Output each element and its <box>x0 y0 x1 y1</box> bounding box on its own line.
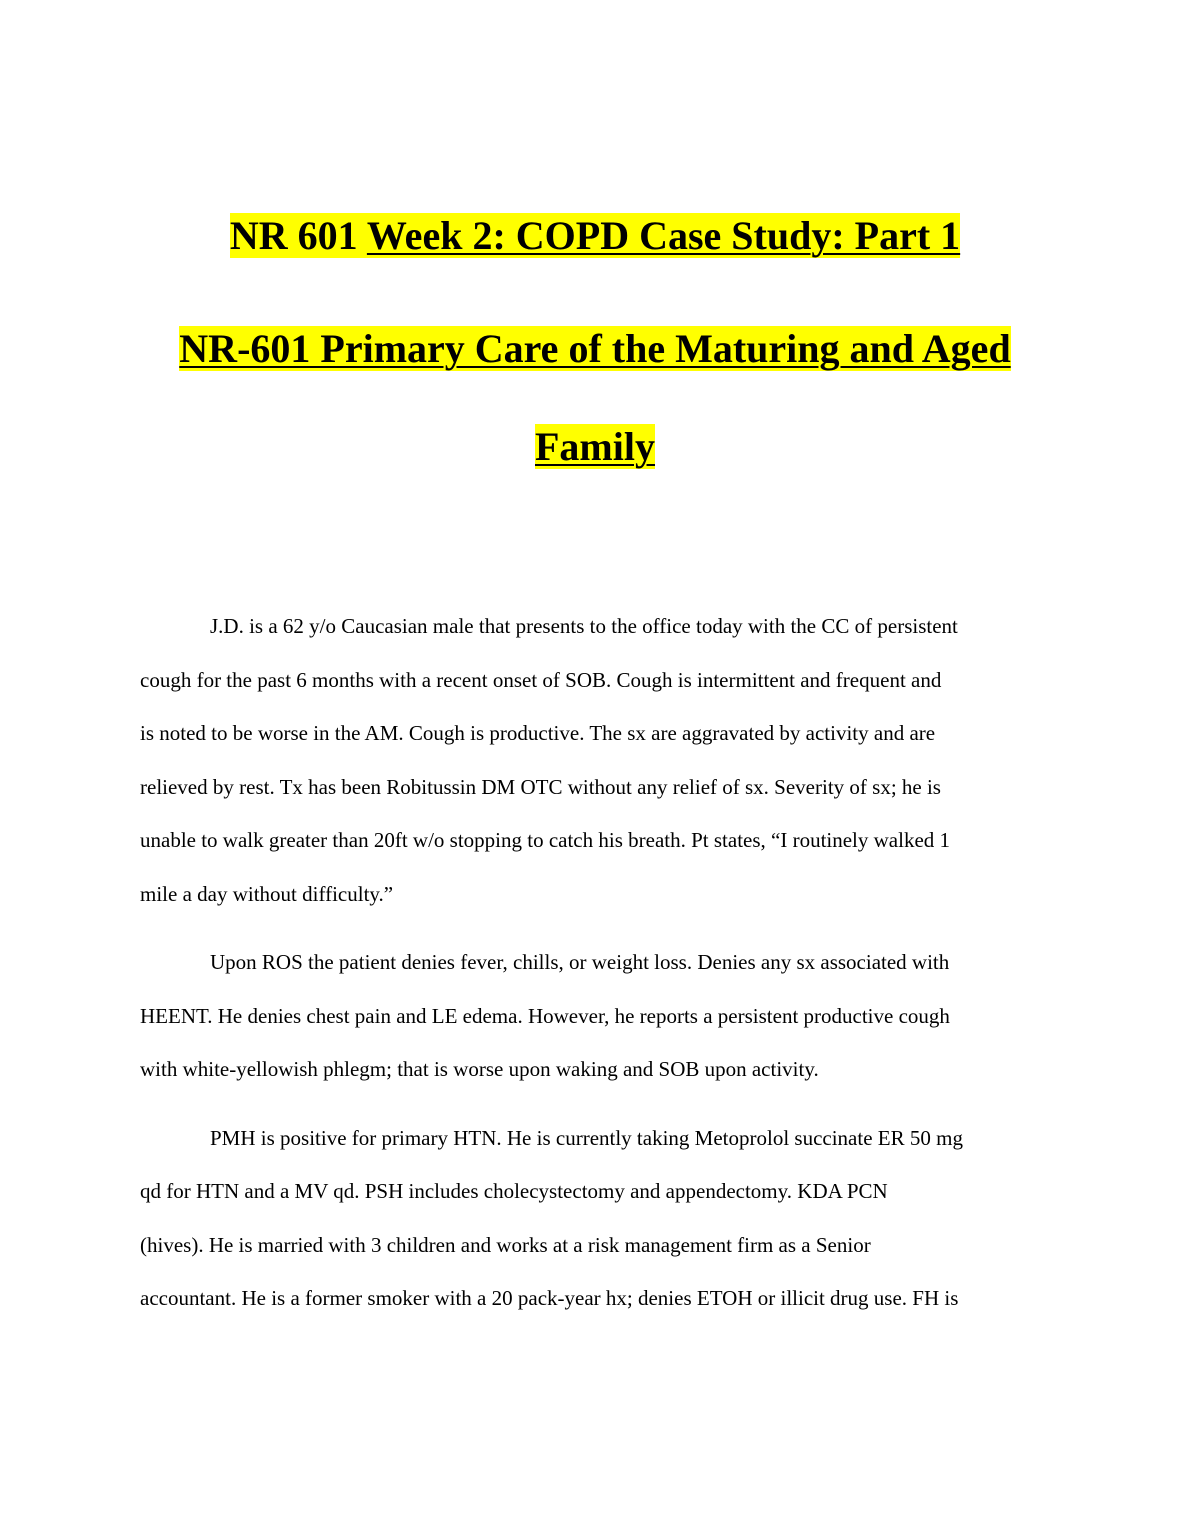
document-title-line-2 <box>0 324 1190 374</box>
text-line: qd for HTN and a MV qd. PSH includes cholecystectomy and appendectomy. KDA PCN <box>140 1179 888 1203</box>
text-line: mile a day without difficulty.” <box>140 881 394 906</box>
course-name-line-1: NR-601 Primary Care of the Maturing and Aged <box>179 326 1011 371</box>
text-line: is noted to be worse in the AM. Cough is productive. The sx are aggravated by activity and are <box>140 721 936 745</box>
text-line: (hives). He is married with 3 children and works at a risk management firm as a Senior <box>140 1232 871 1257</box>
text-line: HEENT. He denies chest pain and LE edema. However, he reports a persistent productive cough <box>140 1003 950 1028</box>
paragraph-chief-complaint <box>140 600 1052 921</box>
course-name-line-2: Family <box>535 424 655 469</box>
case-study-body <box>140 600 1052 1341</box>
document-title-line-3 <box>0 422 1190 472</box>
text-line: accountant. He is a former smoker with a 20 pack-year hx; denies ETOH or illicit drug use. FH is <box>140 1286 959 1310</box>
paragraph-pmh <box>140 1112 1052 1326</box>
text-line: cough for the past 6 months with a recent onset of SOB. Cough is intermittent and frequent and <box>140 667 942 692</box>
week-title: Week 2: COPD Case Study: Part 1 <box>366 213 961 258</box>
text-line: J.D. is a 62 y/o Caucasian male that presents to the office today with the CC of persistent <box>210 614 958 638</box>
paragraph-ros <box>140 936 1052 1097</box>
text-line: unable to walk greater than 20ft w/o stopping to catch his breath. Pt states, “I routinely walked 1 <box>140 828 951 852</box>
text-line: PMH is positive for primary HTN. He is currently taking Metoprolol succinate ER 50 mg <box>210 1125 963 1150</box>
text-line: Upon ROS the patient denies fever, chills, or weight loss. Denies any sx associated with <box>210 950 950 974</box>
text-line: with white-yellowish phlegm; that is worse upon waking and SOB upon activity. <box>140 1057 819 1081</box>
text-line: relieved by rest. Tx has been Robitussin DM OTC without any relief of sx. Severity of sx; he is <box>140 774 941 799</box>
document-title-line-1 <box>0 211 1190 261</box>
course-code: NR 601 <box>229 213 358 258</box>
